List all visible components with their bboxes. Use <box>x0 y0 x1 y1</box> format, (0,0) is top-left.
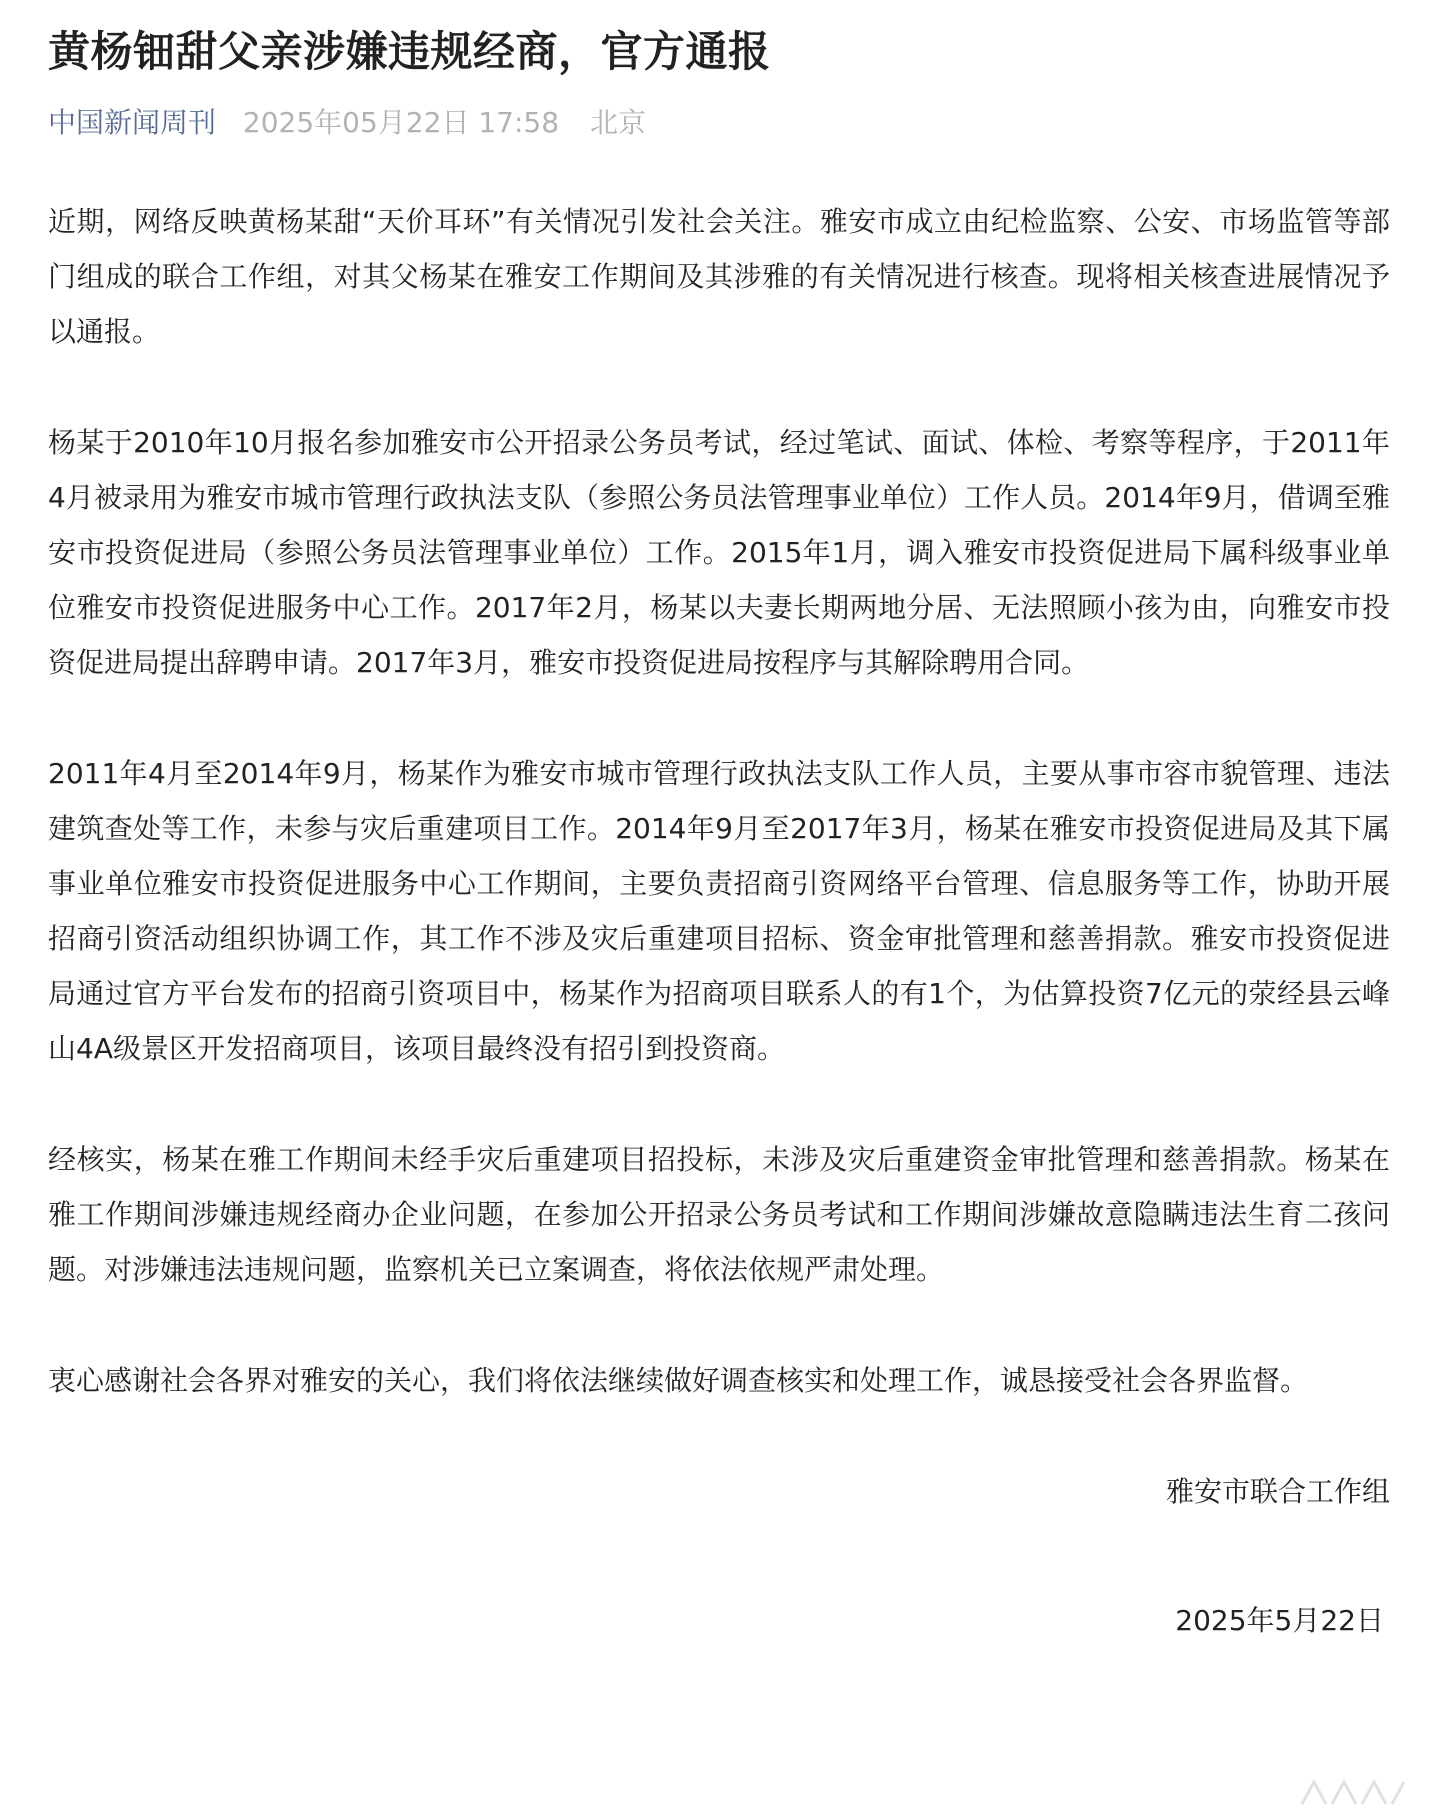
article <box>48 0 1390 1648</box>
source-account-link[interactable]: 中国新闻周刊 <box>48 106 217 139</box>
article-title: 黄杨钿甜父亲涉嫌违规经商，官方通报 <box>48 27 771 76</box>
paragraph: 杨某于2010年10月报名参加雅安市公开招录公务员考试，经过笔试、面试、体检、考察等程序，于2011年4月被录用为雅安市城市管理行政执法支队（参照公务员法管理事业单位）工作人员。2014年9月，借调至雅安市投资促进局（参照公务员法管理事业单位）工作。2015年1月，调入雅安市投资促进局下属科级事业单位雅安市投资促进服务中心工作。2017年2月，杨某以夫妻长期两地分居、无法照顾小孩为由，向雅安市投资促进局提出辞聘申请。2017年3月，雅安市投资促进局按程序与其解除聘用合同。 <box>48 426 1390 679</box>
watermark-logo-icon <box>1294 1774 1414 1814</box>
signature: 雅安市联合工作组 <box>1165 1475 1390 1508</box>
paragraph: 2011年4月至2014年9月，杨某作为雅安市城市管理行政执法支队工作人员，主要从事市容市貌管理、违法建筑查处等工作，未参与灾后重建项目工作。2014年9月至2017年3月，杨某在雅安市投资促进局及其下属事业单位雅安市投资促进服务中心工作期间，主要负责招商引资网络平台管理、信息服务等工作，协助开展招商引资活动组织协调工作，其工作不涉及灾后重建项目招标、资金审批管理和慈善捐款。雅安市投资促进局通过官方平台发布的招商引资项目中，杨某作为招商项目联系人的有1个，为估算投资7亿元的荥经县云峰山4A级景区开发招商项目，该项目最终没有招引到投资商。 <box>48 757 1390 1065</box>
publish-location: 北京 <box>589 106 646 139</box>
article-meta <box>48 102 1390 144</box>
paragraph: 近期，网络反映黄杨某甜“天价耳环”有关情况引发社会关注。雅安市成立由纪检监察、公安、市场监管等部门组成的联合工作组，对其父杨某在雅安工作期间及其涉雅的有关情况进行核查。现将相关核查进展情况予以通报。 <box>48 205 1390 348</box>
signature-date: 2025年5月22日 <box>1175 1604 1384 1637</box>
paragraph: 衷心感谢社会各界对雅安的关心，我们将依法继续做好调查核实和处理工作，诚恳接受社会各界监督。 <box>48 1364 1309 1397</box>
article-body <box>48 194 1390 1408</box>
publish-date: 2025年05月22日 17:58 <box>242 106 560 139</box>
paragraph: 经核实，杨某在雅工作期间未经手灾后重建项目招投标，未涉及灾后重建资金审批管理和慈善捐款。杨某在雅工作期间涉嫌违规经商办企业问题，在参加公开招录公务员考试和工作期间涉嫌故意隐瞒违法生育二孩问题。对涉嫌违法违规问题，监察机关已立案调查，将依法依规严肃处理。 <box>48 1143 1390 1286</box>
